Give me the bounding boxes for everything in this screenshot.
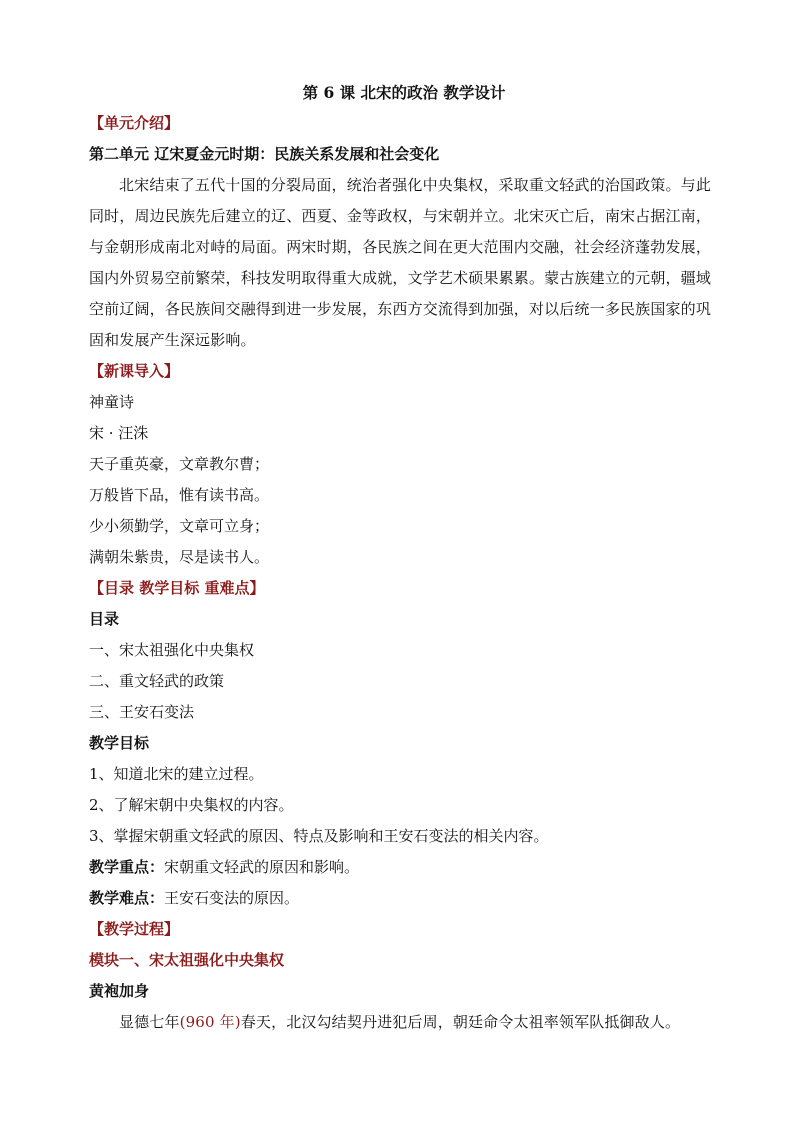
key-point [89,852,711,883]
contents-heading: 目录 [89,610,120,628]
subheading: 黄袍加身 [89,982,150,1000]
key-point-text: 宋朝重文轻武的原因和影响。 [164,858,360,876]
poem-line: 万般皆下品，惟有读书高。 [89,486,270,504]
poem-line: 天子重英豪，文章教尔曹； [89,455,270,473]
contents-item: 三、王安石变法 [89,703,195,721]
poem-author: 宋 · 汪洙 [89,424,149,442]
unit-title: 第二单元 辽宋夏金元时期：民族关系发展和社会变化 [89,145,440,163]
section-process: 【教学过程】 [89,920,180,938]
section-new-lesson: 【新课导入】 [89,362,180,380]
contents-item: 二、重文轻武的政策 [89,672,225,690]
goal-item: 1、知道北宋的建立过程。 [89,765,264,783]
module-title: 模块一、宋太祖强化中央集权 [89,951,285,969]
difficulty-point [89,883,711,914]
section-unit-intro: 【单元介绍】 [89,114,180,132]
difficulty-label: 教学难点： [89,889,165,907]
goal-item: 2、了解宋朝中央集权的内容。 [89,796,294,814]
lesson-title: 第 6 课 北宋的政治 教学设计 [302,83,506,102]
unit-paragraph: 北宋结束了五代十国的分裂局面，统治者强化中央集权，采取重文轻武的治国政策。与此同时，周边民族先后建立的辽、西夏、金等政权，与宋朝并立。北宋灭亡后，南宋占据江南，与金朝形成南北对峙的局面。两宋时期，各民族之间在更大范围内交融，社会经济蓬勃发展，国内外贸易空前繁荣，科技发明取得重大成就，文学艺术硕果累累。蒙古族建立的元朝，疆域空前辽阔，各民族间交融得到进一步发展，东西方交流得到加强，对以后统一多民族国家的巩固和发展产生深远影响。 [89,176,711,349]
poem-line: 少小须勤学，文章可立身； [89,517,270,535]
poem-line: 满朝朱紫贵，尽是读书人。 [89,548,270,566]
document-content [89,78,711,1038]
goals-heading: 教学目标 [89,734,150,752]
poem-title: 神童诗 [89,393,135,411]
goal-item: 3、掌握宋朝重文轻武的原因、特点及影响和王安石变法的相关内容。 [89,827,549,845]
difficulty-text: 王安石变法的原因。 [164,889,300,907]
story-text-start: 显德七年 [119,1013,180,1031]
story-year: (960 年) [179,1013,241,1031]
key-point-label: 教学重点： [89,858,165,876]
story-paragraph [89,1007,711,1038]
story-text-end: 春天，北汉勾结契丹进犯后周，朝廷命令太祖率领军队抵御敌人。 [240,1013,681,1031]
section-contents-goals: 【目录 教学目标 重难点】 [89,579,265,597]
contents-item: 一、宋太祖强化中央集权 [89,641,255,659]
